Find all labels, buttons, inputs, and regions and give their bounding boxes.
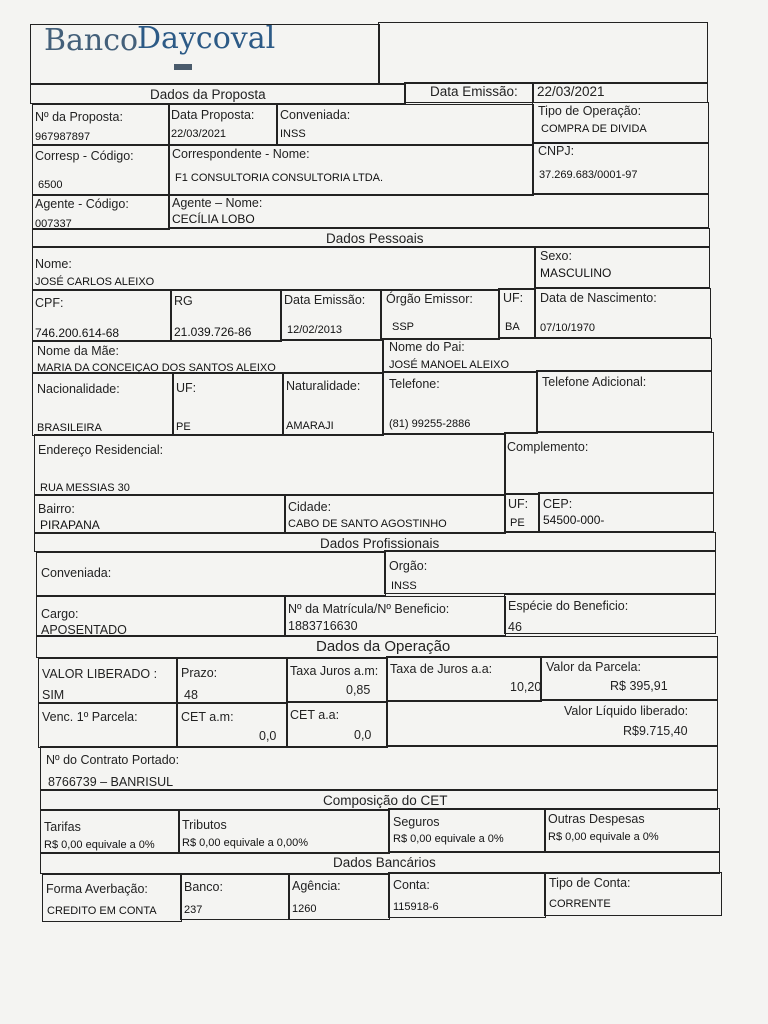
conta-label: Conta: bbox=[393, 878, 430, 892]
banco-label: Banco: bbox=[184, 880, 223, 894]
tributos-label: Tributos bbox=[182, 818, 227, 832]
corresp-codigo-value: 6500 bbox=[38, 179, 63, 191]
agente-nome-value: CECÍLIA LOBO bbox=[172, 212, 255, 226]
taxa-am-value: 0,85 bbox=[346, 683, 371, 697]
nome-pai-value: JOSÉ MANOEL ALEIXO bbox=[389, 359, 510, 371]
naturalidade-label: Naturalidade: bbox=[286, 379, 361, 393]
outras-value: R$ 0,00 equivale a 0% bbox=[548, 831, 659, 843]
tributos-value: R$ 0,00 equivale a 0,00% bbox=[182, 837, 308, 849]
tipo-operacao-label: Tipo de Operação: bbox=[538, 104, 642, 118]
nome-mae-label: Nome da Mãe: bbox=[37, 344, 119, 358]
valor-liberado-value: SIM bbox=[42, 688, 65, 702]
telefone-label: Telefone: bbox=[389, 377, 440, 391]
rg-label: RG bbox=[174, 294, 193, 308]
cnpj-label: CNPJ: bbox=[538, 144, 575, 158]
tarifas-label: Tarifas bbox=[44, 820, 81, 834]
uf3-value: PE bbox=[510, 517, 525, 529]
conveniada-label: Conveniada: bbox=[280, 108, 351, 122]
valor-liberado-label: VALOR LIBERADO : bbox=[42, 667, 158, 681]
valor-liquido-label: Valor Líquido liberado: bbox=[564, 704, 689, 718]
header-right-box bbox=[378, 22, 708, 84]
cep-value: 54500-000- bbox=[543, 513, 605, 527]
nacionalidade-value: BRASILEIRA bbox=[37, 422, 102, 434]
rg-value: 21.039.726-86 bbox=[174, 325, 252, 339]
tipo-conta-label: Tipo de Conta: bbox=[549, 876, 631, 890]
bank-logo-word-daycoval: Daycoval bbox=[137, 21, 276, 56]
tipo-operacao-value: COMPRA DE DIVIDA bbox=[541, 123, 647, 135]
seguros-value: R$ 0,00 equivale a 0% bbox=[393, 833, 504, 845]
data-proposta-label: Data Proposta: bbox=[171, 108, 255, 122]
tarifas-value: R$ 0,00 equivale a 0% bbox=[44, 839, 155, 851]
section-title-cet: Composição do CET bbox=[323, 793, 448, 808]
correspondente-nome-value: F1 CONSULTORIA CONSULTORIA LTDA. bbox=[175, 172, 384, 184]
uf2-value: PE bbox=[176, 421, 191, 433]
data-emissao-rg-label: Data Emissão: bbox=[284, 293, 366, 307]
banco-value: 237 bbox=[184, 904, 203, 916]
matricula-value: 1883716630 bbox=[288, 619, 358, 633]
uf-label: UF: bbox=[503, 291, 524, 305]
forma-label: Forma Averbação: bbox=[46, 882, 148, 896]
bank-logo-word-banco: Banco bbox=[44, 23, 139, 58]
cet-am-label: CET a.m: bbox=[181, 710, 234, 724]
valor-liquido-value: R$9.715,40 bbox=[623, 724, 688, 738]
sexo-value: MASCULINO bbox=[540, 266, 612, 280]
nacionalidade-label: Nacionalidade: bbox=[37, 382, 120, 396]
especie-label: Espécie do Beneficio: bbox=[508, 599, 629, 613]
prof-conveniada-label: Conveniada: bbox=[41, 566, 112, 580]
correspondente-nome-label: Correspondente - Nome: bbox=[172, 147, 310, 161]
matricula-label: Nº da Matrícula/Nº Beneficio: bbox=[288, 602, 450, 616]
bairro-label: Bairro: bbox=[38, 502, 75, 516]
agente-nome-label: Agente – Nome: bbox=[172, 196, 263, 210]
forma-value: CREDITO EM CONTA bbox=[47, 905, 157, 917]
telefone-value: (81) 99255-2886 bbox=[389, 418, 471, 430]
uf2-label: UF: bbox=[176, 381, 197, 395]
section-title-operacao: Dados da Operação bbox=[316, 638, 451, 655]
cpf-value: 746.200.614-68 bbox=[35, 326, 120, 340]
cargo-value: APOSENTADO bbox=[41, 623, 127, 637]
cidade-label: Cidade: bbox=[288, 500, 332, 514]
corresp-codigo-label: Corresp - Código: bbox=[35, 149, 134, 163]
data-emissao-rg-value: 12/02/2013 bbox=[287, 324, 343, 336]
cargo-label: Cargo: bbox=[41, 607, 79, 621]
prazo-value: 48 bbox=[184, 688, 198, 702]
valor-parcela-label: Valor da Parcela: bbox=[546, 660, 641, 674]
prof-orgao-value: INSS bbox=[391, 580, 417, 592]
contrato-value: 8766739 – BANRISUL bbox=[48, 775, 174, 789]
uf3-label: UF: bbox=[508, 497, 529, 511]
endereco-value: RUA MESSIAS 30 bbox=[40, 482, 130, 494]
endereco-label: Endereço Residencial: bbox=[38, 443, 164, 457]
telefone-adicional-label: Telefone Adicional: bbox=[542, 375, 647, 389]
cidade-value: CABO DE SANTO AGOSTINHO bbox=[288, 518, 447, 530]
cnpj-value: 37.269.683/0001-97 bbox=[539, 169, 638, 181]
num-proposta-label: Nº da Proposta: bbox=[35, 110, 123, 124]
taxa-aa-label: Taxa de Juros a.a: bbox=[390, 662, 493, 676]
data-emissao-label: Data Emissão: bbox=[430, 84, 518, 99]
contrato-label: Nº do Contrato Portado: bbox=[46, 753, 180, 767]
prazo-label: Prazo: bbox=[181, 666, 218, 680]
bairro-value: PIRAPANA bbox=[40, 518, 100, 532]
section-title-pessoais: Dados Pessoais bbox=[326, 231, 424, 246]
taxa-am-label: Taxa Juros a.m: bbox=[290, 664, 379, 678]
cet-aa-label: CET a.a: bbox=[290, 708, 340, 722]
valor-parcela-value: R$ 395,91 bbox=[610, 679, 668, 693]
cet-am-value: 0,0 bbox=[259, 729, 277, 743]
section-title-bancarios: Dados Bancários bbox=[333, 855, 436, 870]
outras-label: Outras Despesas bbox=[548, 812, 645, 826]
nome-value: JOSÉ CARLOS ALEIXO bbox=[35, 276, 155, 288]
section-title-profissionais: Dados Profissionais bbox=[320, 536, 440, 551]
num-proposta-value: 967987897 bbox=[35, 131, 91, 143]
agente-codigo-label: Agente - Código: bbox=[35, 197, 129, 211]
agencia-label: Agência: bbox=[292, 879, 341, 893]
cet-aa-value: 0,0 bbox=[354, 728, 372, 742]
conta-value: 115918-6 bbox=[393, 901, 439, 913]
section-title-proposta: Dados da Proposta bbox=[150, 87, 266, 102]
naturalidade-value: AMARAJI bbox=[286, 420, 334, 432]
nome-mae-value: MARIA DA CONCEIÇAO DOS SANTOS ALEIXO bbox=[37, 362, 276, 374]
agencia-value: 1260 bbox=[292, 903, 317, 915]
seguros-label: Seguros bbox=[393, 815, 440, 829]
complemento-label: Complemento: bbox=[507, 440, 589, 454]
prof-orgao-label: Orgão: bbox=[389, 559, 428, 573]
data-emissao-value: 22/03/2021 bbox=[537, 84, 605, 99]
bank-logo-mark bbox=[174, 64, 192, 70]
prof-orgao-cell bbox=[384, 550, 716, 594]
orgao-emissor-label: Órgão Emissor: bbox=[386, 292, 473, 306]
agente-codigo-value: 007337 bbox=[35, 218, 72, 230]
data-nascimento-value: 07/10/1970 bbox=[540, 322, 596, 334]
nome-pai-label: Nome do Pai: bbox=[389, 340, 465, 354]
venc-label: Venc. 1º Parcela: bbox=[42, 710, 138, 724]
cep-label: CEP: bbox=[543, 497, 573, 511]
cpf-label: CPF: bbox=[35, 296, 64, 310]
especie-value: 46 bbox=[508, 620, 522, 634]
venc-cell bbox=[38, 702, 178, 748]
conveniada-value: INSS bbox=[280, 128, 306, 140]
uf-value: BA bbox=[505, 321, 520, 333]
orgao-emissor-value: SSP bbox=[392, 321, 415, 333]
sexo-label: Sexo: bbox=[540, 249, 572, 263]
nome-label: Nome: bbox=[35, 257, 72, 271]
taxa-aa-value: 10,20 bbox=[510, 680, 542, 694]
data-proposta-value: 22/03/2021 bbox=[171, 128, 227, 140]
tipo-conta-value: CORRENTE bbox=[549, 898, 611, 910]
data-nascimento-label: Data de Nascimento: bbox=[540, 291, 657, 305]
